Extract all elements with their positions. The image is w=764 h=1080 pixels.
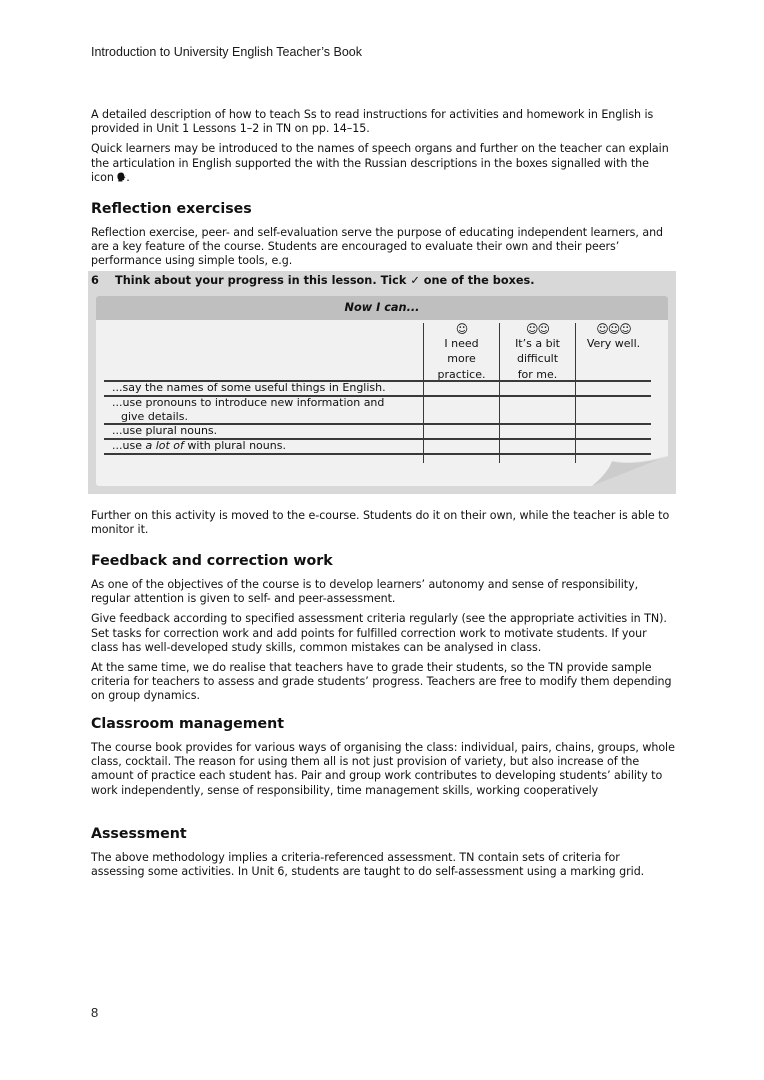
tick-cell[interactable]: [424, 440, 499, 453]
section-reflection: [91, 201, 676, 275]
section-heading: Classroom management: [91, 716, 285, 732]
page-number: 8: [91, 1005, 99, 1020]
column-header-very-well: ☺☺☺ Very well.: [576, 322, 651, 351]
section-paragraph: The course book provides for various ways of organising the class: individual, pairs, chains, groups, whole class, cocktail. The reason for using them all is not just provision of variety, but also increase of the amount of practice each student has. Pair and group work contributes to developing students’ ability to work independently, sense of responsibility, time management skills, working cooperatively: [91, 741, 675, 797]
section-paragraph: The above methodology implies a criteria-referenced assessment. TN contain sets of criteria for assessing some activities. In Unit 6, students are taught to do self-assessment using a marking grid.: [91, 851, 645, 879]
exercise-box: [88, 271, 676, 494]
exercise-instruction: 6 Think about your progress in this lesson. Tick ✓ one of the boxes.: [91, 274, 535, 287]
smiley-icon: ☺☺☺: [596, 322, 631, 336]
panel-heading: Now I can...: [96, 296, 668, 320]
section-paragraph: Reflection exercise, peer- and self-evaluation serve the purpose of educating independent learners, and are a key feature of the course. Students are encouraged to evaluate their own and their peers’ performance using simple tools, e.g.: [91, 226, 664, 268]
column-header-bit-difficult: ☺☺ It’s a bit difficult for me.: [500, 322, 575, 382]
after-exercise-block: [91, 509, 676, 543]
section-paragraph: As one of the objectives of the course is to develop learners’ autonomy and sense of responsibility, regular attention is given to self- and peer-assessment.: [91, 578, 639, 606]
intro-paragraph-2: Quick learners may be introduced to the names of speech organs and further on the teacher can explain the articulation in English supported the with the Russian descriptions in the boxes signalled with the icon .: [91, 142, 669, 184]
section-feedback: [91, 553, 676, 710]
section-paragraph: Give feedback according to specified assessment criteria regularly (see the appropriate activities in TN). Set tasks for correction work and add points for fulfilled correction work to motivate students. If your class has well-developed study skills, common mistakes can be analysed in class.: [91, 612, 667, 654]
tick-cell[interactable]: [500, 440, 575, 453]
tick-cell[interactable]: [576, 397, 651, 423]
smiley-icon: ☺: [455, 322, 468, 336]
tick-cell[interactable]: [500, 397, 575, 423]
section-classroom-management: [91, 716, 676, 804]
after-exercise-paragraph: Further on this activity is moved to the e-course. Students do it on their own, while the teacher is able to monitor it.: [91, 509, 670, 537]
tick-cell[interactable]: [500, 382, 575, 395]
tick-cell[interactable]: [576, 425, 651, 438]
intro-block: [91, 108, 676, 191]
tick-cell[interactable]: [576, 440, 651, 453]
speaking-head-icon: [117, 172, 126, 182]
table-row: ...say the names of some useful things in English.: [112, 381, 386, 394]
section-heading: Feedback and correction work: [91, 553, 333, 569]
exercise-number: 6: [91, 274, 99, 287]
section-assessment: [91, 826, 676, 885]
tick-cell[interactable]: [424, 397, 499, 423]
section-paragraph: At the same time, we do realise that teachers have to grade their students, so the TN provide sample criteria for teachers to assess and grade students’ progress. Teachers are free to modify them depending on group dynamics.: [91, 661, 672, 703]
self-assessment-panel: [96, 296, 668, 486]
tick-cell[interactable]: [424, 425, 499, 438]
table-row: ...use pronouns to introduce new information and give details.: [112, 396, 385, 424]
column-header-need-practice: ☺ I need more practice.: [424, 322, 499, 382]
tick-cell[interactable]: [576, 382, 651, 395]
intro-paragraph-1: A detailed description of how to teach Ss to read instructions for activities and homework in English is provided in Unit 1 Lessons 1–2 in TN on pp. 14–15.: [91, 108, 654, 136]
table-row: ...use plural nouns.: [112, 424, 218, 437]
section-heading: Assessment: [91, 826, 187, 842]
section-heading: Reflection exercises: [91, 201, 252, 217]
row-divider: [104, 453, 651, 455]
tick-cell[interactable]: [424, 382, 499, 395]
table-row: ...use a lot of with plural nouns.: [112, 439, 286, 452]
smiley-icon: ☺☺: [525, 322, 550, 336]
running-header-title: Introduction to University English Teacher’s Book: [91, 45, 362, 59]
folded-corner-decoration: [592, 456, 668, 486]
tick-icon: ✓: [410, 274, 420, 287]
tick-cell[interactable]: [500, 425, 575, 438]
